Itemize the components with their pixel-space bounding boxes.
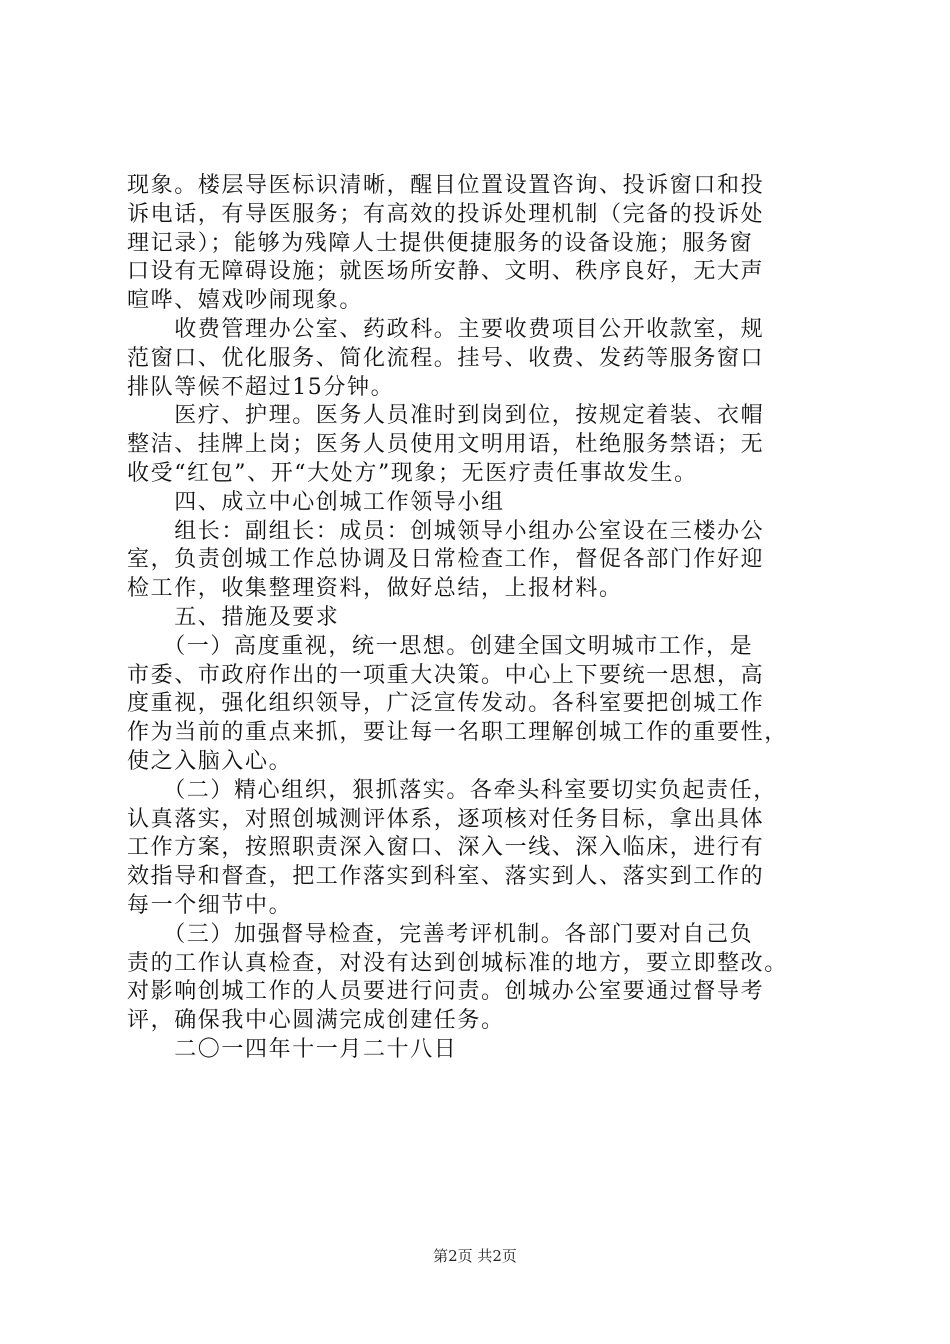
text-line: 排队等候不超过15分钟。 <box>127 374 395 400</box>
text-line: 整洁、挂牌上岗；医务人员使用文明用语，杜绝服务禁语；无 <box>127 432 765 458</box>
text-line: 组长：副组长：成员：创城领导小组办公室设在三楼办公 <box>127 518 765 544</box>
text-line: 认真落实，对照创城测评体系，逐项核对任务目标，拿出具体 <box>127 806 765 832</box>
text-line: 收费管理办公室、药政科。主要收费项目公开收款室，规 <box>127 316 765 342</box>
text-line: 度重视，强化组织领导，广泛宣传发动。各科室要把创城工作 <box>127 691 765 717</box>
text-line: （二）精心组织，狠抓落实。各牵头科室要切实负起责任， <box>127 777 777 803</box>
text-line: 口设有无障碍设施；就医场所安静、文明、秩序良好，无大声 <box>127 259 765 285</box>
text-line: 市委、市政府作出的一项重大决策。中心上下要统一思想，高 <box>127 662 765 688</box>
text-line: 收受“红包”、开“大处方”现象；无医疗责任事故发生。 <box>127 460 698 486</box>
text-line: 室，负责创城工作总协调及日常检查工作，督促各部门作好迎 <box>127 547 765 573</box>
text-line: 范窗口、优化服务、简化流程。挂号、收费、发药等服务窗口 <box>127 345 765 371</box>
text-line: 每一个细节中。 <box>127 892 293 918</box>
text-line: 喧哗、嬉戏吵闹现象。 <box>127 288 364 314</box>
page-footer: 第2页 共2页 <box>433 1247 517 1265</box>
text-line: 二〇一四年十一月二十八日 <box>127 1036 458 1062</box>
text-line: 效指导和督查，把工作落实到科室、落实到人、落实到工作的 <box>127 864 765 890</box>
document-body <box>127 172 837 1065</box>
text-line: 理记录）；能够为残障人士提供便捷服务的设备设施；服务窗 <box>127 230 754 256</box>
text-line: 对影响创城工作的人员要进行问责。创城办公室要通过督导考 <box>127 979 765 1005</box>
text-line: 检工作，收集整理资料，做好总结，上报材料。 <box>127 576 623 602</box>
text-line: （一）高度重视，统一思想。创建全国文明城市工作，是 <box>127 633 754 659</box>
text-line: 作为当前的重点来抓，要让每一名职工理解创城工作的重要性， <box>127 720 788 746</box>
text-line: 工作方案，按照职责深入窗口、深入一线、深入临床，进行有 <box>127 835 765 861</box>
text-line: 四、成立中心创城工作领导小组 <box>127 489 505 515</box>
text-line: 责的工作认真检查，对没有达到创城标准的地方，要立即整改。 <box>127 950 788 976</box>
text-line: 诉电话，有导医服务；有高效的投诉处理机制（完备的投诉处 <box>127 201 765 227</box>
text-line: （三）加强督导检查，完善考评机制。各部门要对自己负 <box>127 921 754 947</box>
text-line: 现象。楼层导医标识清晰，醒目位置设置咨询、投诉窗口和投 <box>127 173 765 198</box>
text-line: 评，确保我中心圆满完成创建任务。 <box>127 1008 505 1034</box>
text-line: 医疗、护理。医务人员准时到岗到位，按规定着装、衣帽 <box>127 403 765 429</box>
text-line: 五、措施及要求 <box>127 604 340 630</box>
text-line: 使之入脑入心。 <box>127 748 293 774</box>
